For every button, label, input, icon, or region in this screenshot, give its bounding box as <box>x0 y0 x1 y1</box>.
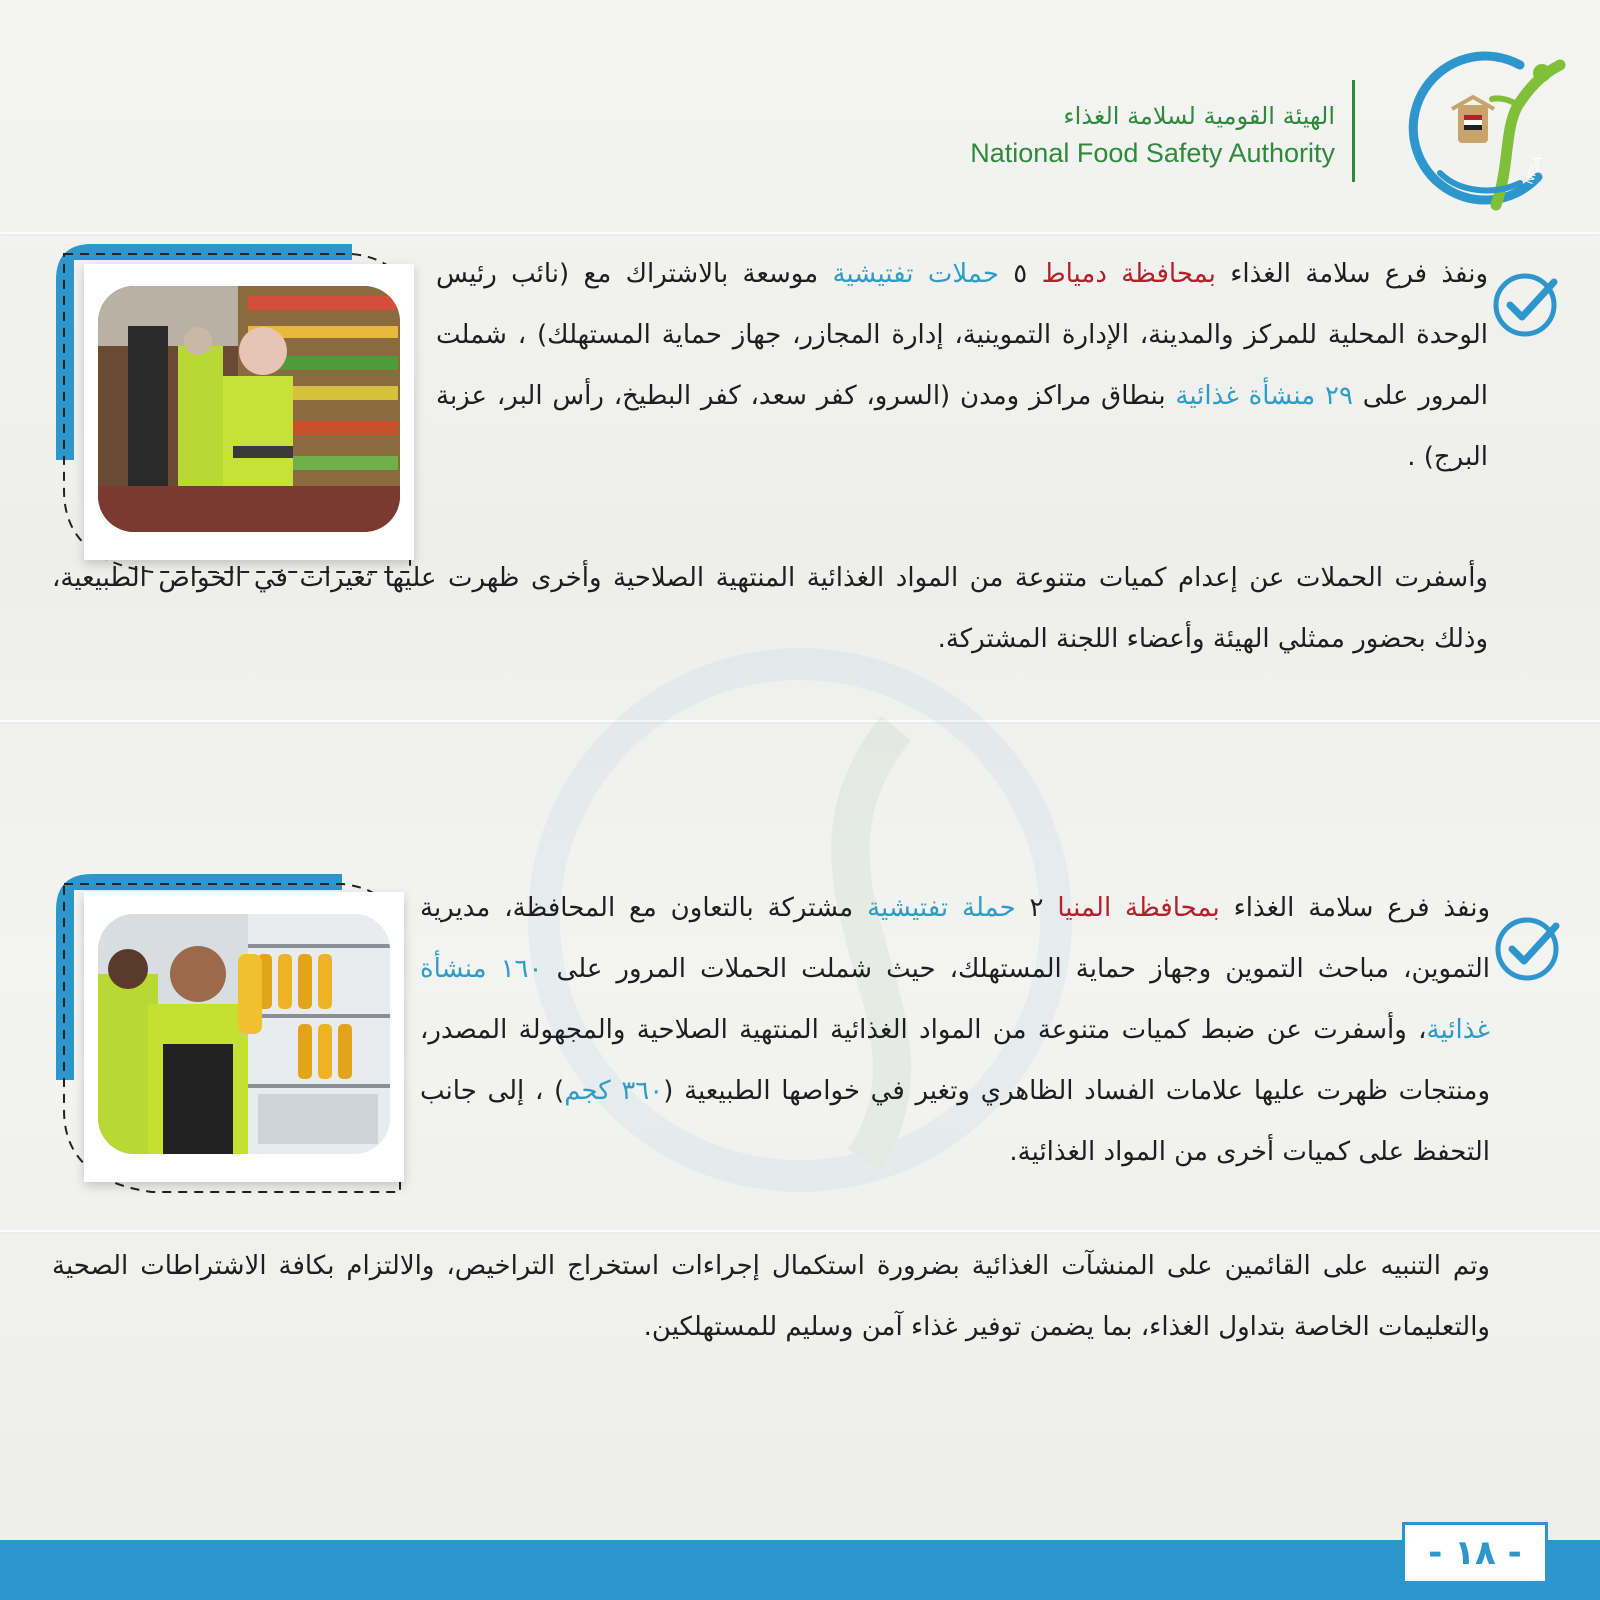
org-name-arabic: الهيئة القومية لسلامة الغذاء <box>1063 102 1335 130</box>
section1-text-wide <box>52 548 1488 670</box>
text-span: بنطاق مراكز ومدن (السرو، كفر سعد، كفر البطيخ، رأس البر، عزبة البرج) . <box>436 381 1488 472</box>
text-span: ٢ <box>1015 893 1058 923</box>
header <box>930 40 1570 220</box>
facility-count: ٢٩ منشأة غذائية <box>1175 381 1353 411</box>
section1-paragraph-1 <box>436 244 1488 488</box>
text-span: ، وأسفرت عن ضبط كميات متنوعة من المواد الغذائية المنتهية الصلاحية والمجهولة المصدر، ومنتجات ظهرت عليها علامات الفساد الظاهري وتغير في خواصها الطبيعية ( <box>420 1015 1490 1106</box>
page-number-box <box>1402 1522 1548 1584</box>
governorate-name: بمحافظة المنيا <box>1057 893 1220 923</box>
section2-text <box>420 878 1490 1183</box>
check-icon <box>1488 268 1562 342</box>
section2-text-wide <box>52 1236 1490 1358</box>
nfsa-logo <box>1400 45 1570 215</box>
text-span: ونفذ فرع سلامة الغذاء <box>1219 893 1491 923</box>
paper-crease <box>0 232 1600 234</box>
seized-weight: ٣٦٠ كجم <box>564 1076 664 1106</box>
section2-photo-frame <box>52 870 422 1200</box>
org-name-english: National Food Safety Authority <box>970 138 1335 168</box>
section1-photo-frame <box>52 240 432 580</box>
campaign-label: حملات تفتيشية <box>832 259 999 289</box>
footer-bar <box>0 1540 1600 1600</box>
text-span: ونفذ فرع سلامة الغذاء <box>1215 259 1489 289</box>
campaign-label: حملة تفتيشية <box>867 893 1016 923</box>
section1-photo <box>98 286 400 532</box>
governorate-name: بمحافظة دمياط <box>1041 259 1216 289</box>
section2-photo <box>98 914 390 1154</box>
header-divider <box>1352 80 1355 182</box>
check-icon <box>1490 912 1564 986</box>
section1-paragraph-2: وأسفرت الحملات عن إعدام كميات متنوعة من المواد الغذائية المنتهية الصلاحية وأخرى ظهرت عليها تغيرات في الخواص الطبيعية، وذلك بحضور ممثلي الهيئة وأعضاء اللجنة المشتركة. <box>52 563 1488 654</box>
text-span: موسعة بالاشتراك مع (نائب رئيس الوحدة المحلية للمركز والمدينة، الإدارة التموينية، إدارة المجازر، جهاز حماية المستهلك) ، شملت المرور على <box>436 259 1488 411</box>
text-span: مشتركة بالتعاون مع المحافظة، مديرية التموين، مباحث التموين وجهاز حماية المستهلك، حيث شملت الحملات المرور على <box>420 893 1490 984</box>
section2-paragraph-2: وتم التنبيه على القائمين على المنشآت الغذائية بضرورة استكمال إجراءات استخراج التراخيص، والالتزام بكافة الاشتراطات الصحية والتعليمات الخاصة بتداول الغذاء، بما يضمن توفير غذاء آمن وسليم للمستهلكين. <box>52 1251 1490 1342</box>
facility-count: ١٦٠ منشأة غذائية <box>420 954 1490 1045</box>
section1-text <box>436 244 1488 488</box>
text-span: ) ، إلى جانب التحفظ على كميات أخرى من المواد الغذائية. <box>420 1076 1490 1167</box>
logo-mark-text: NFSA <box>1522 154 1545 187</box>
text-span: ٥ <box>998 259 1042 289</box>
section2-paragraph-1 <box>420 878 1490 1183</box>
page-number: - ١٨ - <box>1428 1533 1522 1573</box>
